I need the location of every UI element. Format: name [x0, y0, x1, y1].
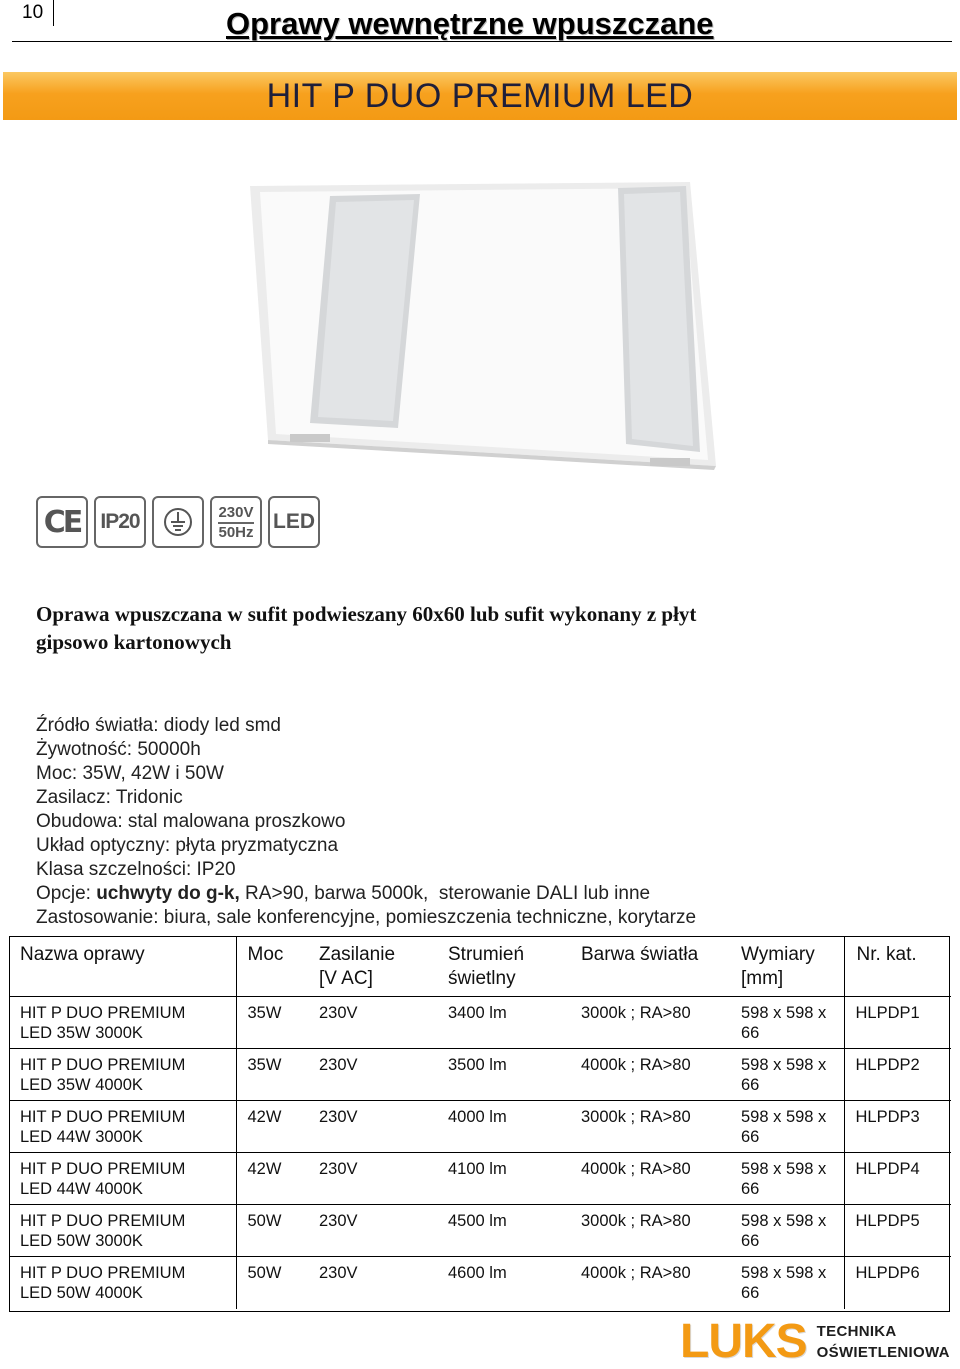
cell-flux: 4000 lm — [437, 1101, 570, 1153]
spec-lifetime: Żywotność: 50000h — [36, 739, 201, 760]
cell-name: HIT P DUO PREMIUM LED 35W 4000K — [9, 1049, 236, 1101]
cell-flux: 3500 lm — [437, 1049, 570, 1101]
cell-catalog: HLPDP3 — [844, 1101, 951, 1153]
cell-power: 50W — [236, 1257, 308, 1309]
cell-name: HIT P DUO PREMIUM LED 50W 3000K — [9, 1205, 236, 1257]
cell-name: HIT P DUO PREMIUM LED 44W 4000K — [9, 1153, 236, 1205]
table-row — [9, 1101, 951, 1153]
product-photo — [238, 178, 728, 478]
ip20-icon: IP20 — [94, 496, 146, 548]
page-title: Oprawy wewnętrzne wpuszczane — [226, 6, 714, 41]
product-description: Oprawa wpuszczana w sufit podwieszany 60x60 lub sufit wykonany z płyt gipsowo kartonowych — [36, 602, 697, 654]
page-number: 10 — [22, 0, 54, 26]
cell-supply: 230V — [308, 1153, 437, 1205]
product-banner — [3, 72, 957, 120]
cell-color: 3000k ; RA>80 — [570, 1101, 730, 1153]
cell-color: 4000k ; RA>80 — [570, 1049, 730, 1101]
spec-driver: Zasilacz: Tridonic — [36, 787, 183, 808]
cell-dimensions: 598 x 598 x 66 — [730, 1205, 844, 1257]
cell-catalog: HLPDP2 — [844, 1049, 951, 1101]
cell-dimensions: 598 x 598 x 66 — [730, 1049, 844, 1101]
table-row — [9, 1049, 951, 1101]
cell-power: 42W — [236, 1153, 308, 1205]
cell-flux: 4500 lm — [437, 1205, 570, 1257]
certification-icons — [36, 496, 320, 548]
header-catalog: Nr. kat. — [856, 944, 917, 965]
spec-optics: Układ optyczny: płyta pryzmatyczna — [36, 835, 339, 856]
spec-power: Moc: 35W, 42W i 50W — [36, 763, 224, 784]
cell-supply: 230V — [308, 1049, 437, 1101]
cell-name: HIT P DUO PREMIUM LED 50W 4000K — [9, 1257, 236, 1309]
led-icon: LED — [268, 496, 320, 548]
cell-supply: 230V — [308, 1205, 437, 1257]
cell-color: 4000k ; RA>80 — [570, 1257, 730, 1309]
cell-name: HIT P DUO PREMIUM LED 35W 3000K — [9, 997, 236, 1049]
brand-logo — [680, 1315, 950, 1368]
cell-catalog: HLPDP4 — [844, 1153, 951, 1205]
cell-flux: 4600 lm — [437, 1257, 570, 1309]
table-row — [9, 1257, 951, 1309]
cell-catalog: HLPDP6 — [844, 1257, 951, 1309]
cell-color: 3000k ; RA>80 — [570, 997, 730, 1049]
product-name: HIT P DUO PREMIUM LED — [266, 76, 694, 115]
header-dimensions: Wymiary [mm] — [730, 936, 844, 997]
cell-name: HIT P DUO PREMIUM LED 44W 3000K — [9, 1101, 236, 1153]
cell-color: 4000k ; RA>80 — [570, 1153, 730, 1205]
spec-list — [36, 714, 696, 930]
table-row — [9, 1205, 951, 1257]
spec-options: Opcje: uchwyty do g-k, RA>90, barwa 5000k, sterowanie DALI lub inne — [36, 883, 651, 904]
product-table — [9, 936, 951, 1309]
header-name: Nazwa oprawy — [9, 936, 236, 997]
spec-housing: Obudowa: stal malowana proszkowo — [36, 811, 346, 832]
spec-usage: Zastosowanie: biura, sale konferencyjne, pomieszczenia techniczne, korytarze — [36, 907, 697, 928]
cell-power: 35W — [236, 997, 308, 1049]
cell-catalog: HLPDP1 — [844, 997, 951, 1049]
table-row — [9, 997, 951, 1049]
cell-supply: 230V — [308, 997, 437, 1049]
voltage-icon: 230V 50Hz — [210, 496, 262, 548]
table-row — [9, 1153, 951, 1205]
header-power: Moc — [247, 944, 284, 965]
cell-catalog: HLPDP5 — [844, 1205, 951, 1257]
brand-tagline: TECHNIKA OŚWIETLENIOWA — [816, 1323, 950, 1361]
cell-supply: 230V — [308, 1101, 437, 1153]
brand-name: LUKS — [680, 1315, 807, 1368]
cell-supply: 230V — [308, 1257, 437, 1309]
header-color: Barwa światła — [581, 944, 699, 965]
cell-flux: 4100 lm — [437, 1153, 570, 1205]
cell-power: 42W — [236, 1101, 308, 1153]
spec-source: Źródło światła: diody led smd — [36, 715, 281, 736]
table-header-row — [9, 936, 951, 997]
header-flux: Strumień świetlny — [448, 944, 525, 989]
cell-dimensions: 598 x 598 x 66 — [730, 1101, 844, 1153]
cell-flux: 3400 lm — [437, 997, 570, 1049]
ground-icon — [152, 496, 204, 548]
header-supply: Zasilanie [V AC] — [319, 944, 396, 989]
cell-power: 50W — [236, 1205, 308, 1257]
spec-ip: Klasa szczelności: IP20 — [36, 859, 236, 880]
cell-dimensions: 598 x 598 x 66 — [730, 1153, 844, 1205]
cell-dimensions: 598 x 598 x 66 — [730, 997, 844, 1049]
ce-mark-icon: CE — [36, 496, 88, 548]
cell-power: 35W — [236, 1049, 308, 1101]
cell-color: 3000k ; RA>80 — [570, 1205, 730, 1257]
header-divider — [12, 41, 952, 42]
cell-dimensions: 598 x 598 x 66 — [730, 1257, 844, 1309]
